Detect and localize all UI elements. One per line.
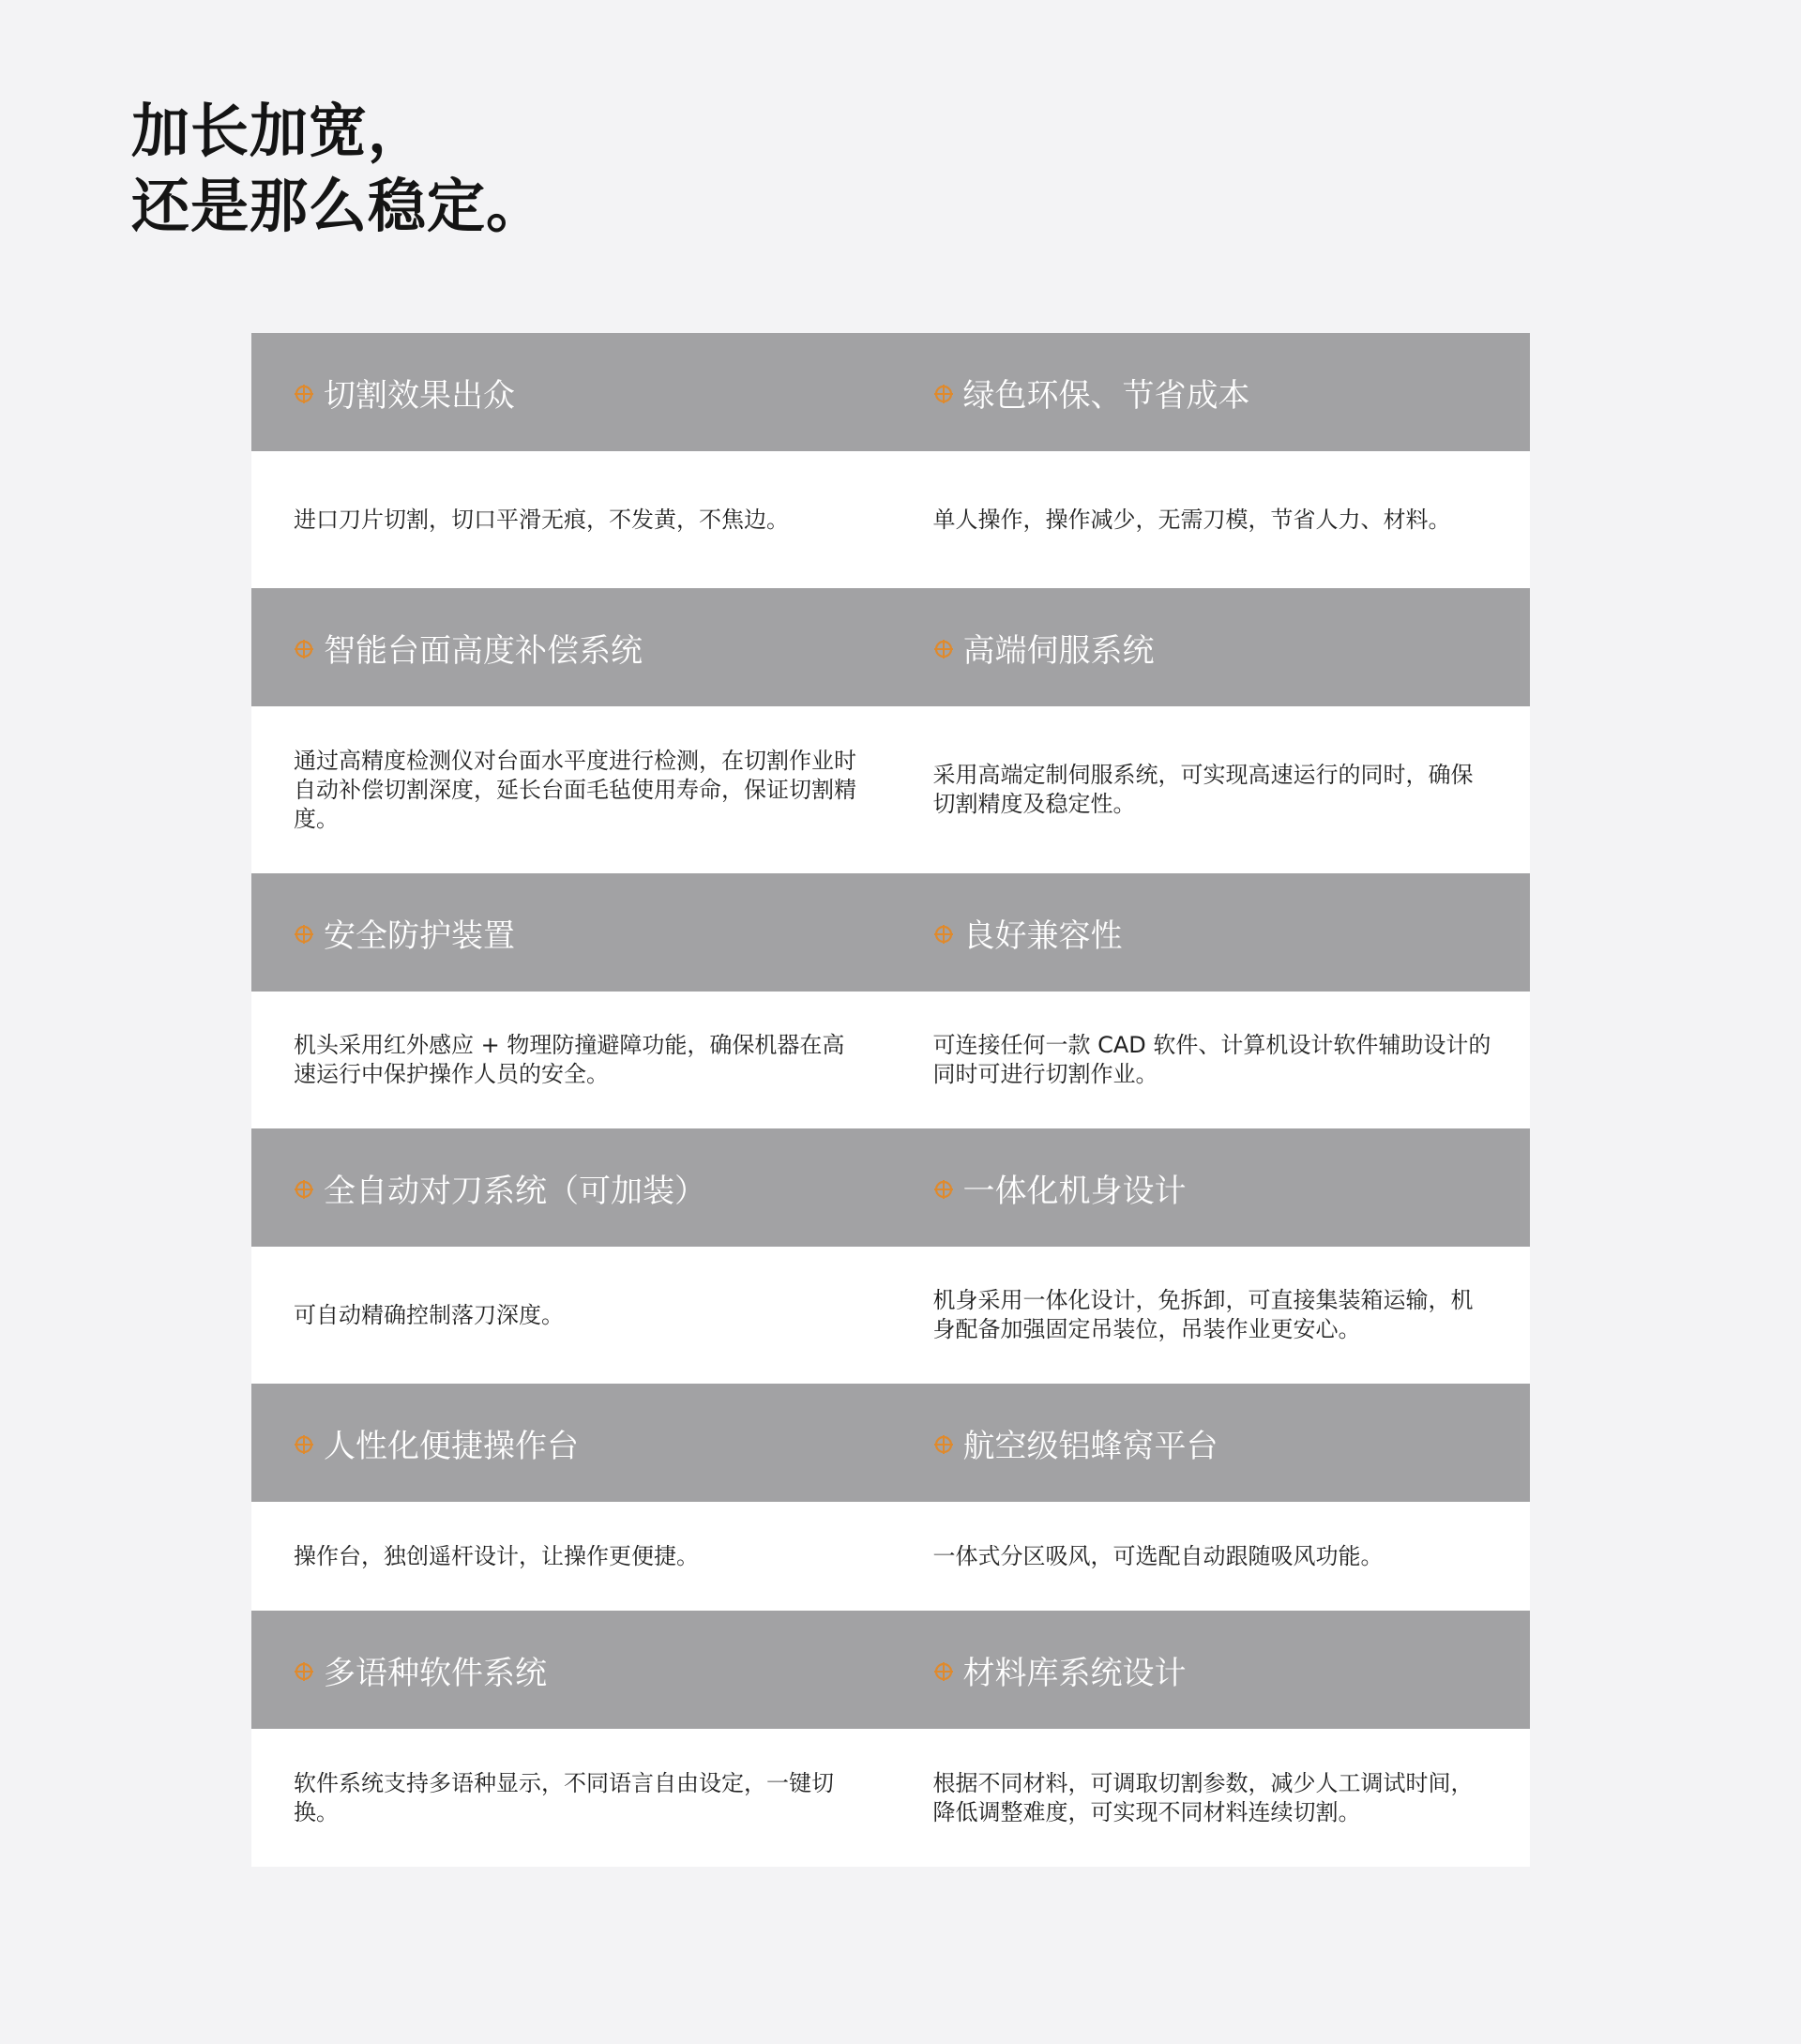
- feature-title-text: 绿色环保、节省成本: [962, 376, 1250, 415]
- feature-title-text: 航空级铝蜂窝平台: [962, 1427, 1218, 1465]
- crosshair-circle-icon: [294, 1179, 314, 1200]
- feature-description: 一体式分区吸风，可选配自动跟随吸风功能。: [932, 1542, 1384, 1569]
- feature-body-cell: [251, 1247, 891, 1384]
- feature-header-row: [251, 588, 1530, 706]
- crosshair-circle-icon: [933, 1179, 954, 1200]
- feature-body-cell: [891, 992, 1531, 1128]
- feature-body-row: [251, 1502, 1530, 1611]
- crosshair-circle-icon: [294, 1661, 314, 1682]
- feature-title-text: 人性化便捷操作台: [324, 1427, 579, 1465]
- feature-title-text: 智能台面高度补偿系统: [324, 631, 643, 670]
- feature-header-cell: [251, 873, 891, 992]
- headline: [131, 94, 545, 244]
- headline-line-1: 加长加宽，: [131, 97, 428, 165]
- crosshair-circle-icon: [933, 639, 954, 659]
- feature-header-cell: [891, 1128, 1531, 1247]
- feature-body-cell: [891, 1247, 1531, 1384]
- crosshair-circle-icon: [933, 1434, 954, 1455]
- feature-description: 可连接任何一款 CAD 软件、计算机设计软件辅助设计的同时可进行切割作业。: [932, 1032, 1491, 1087]
- crosshair-circle-icon: [294, 924, 314, 945]
- feature-title: [294, 370, 515, 416]
- feature-body-cell: [251, 992, 891, 1128]
- feature-title-text: 全自动对刀系统（可加装）: [324, 1172, 706, 1210]
- feature-title: [294, 1420, 579, 1466]
- feature-title: [933, 370, 1250, 416]
- feature-title-text: 一体化机身设计: [962, 1172, 1187, 1210]
- feature-title: [933, 1165, 1187, 1211]
- feature-title-text: 材料库系统设计: [962, 1654, 1187, 1692]
- feature-description: 根据不同材料，可调取切割参数，减少人工调试时间，降低调整难度，可实现不同材料连续切割。: [932, 1769, 1474, 1825]
- feature-header-cell: [891, 588, 1531, 706]
- feature-header-row: [251, 1611, 1530, 1729]
- feature-header-cell: [251, 588, 891, 706]
- feature-title: [294, 625, 643, 671]
- feature-description: 操作台，独创遥杆设计，让操作更便捷。: [294, 1542, 699, 1569]
- feature-table: [251, 333, 1530, 1867]
- crosshair-circle-icon: [294, 1434, 314, 1455]
- feature-title: [294, 1647, 547, 1693]
- feature-body-cell: [251, 451, 891, 588]
- crosshair-circle-icon: [294, 639, 314, 659]
- feature-body-cell: [891, 1729, 1531, 1867]
- feature-description: 可自动精确控制落刀深度。: [294, 1301, 564, 1328]
- feature-title-text: 高端伺服系统: [962, 631, 1155, 670]
- feature-body-row: [251, 1247, 1530, 1384]
- feature-header-cell: [891, 873, 1531, 992]
- feature-title: [933, 910, 1123, 956]
- feature-body-cell: [891, 706, 1531, 873]
- feature-body-cell: [891, 451, 1531, 588]
- feature-header-row: [251, 1384, 1530, 1502]
- feature-body-row: [251, 451, 1530, 588]
- feature-title-text: 切割效果出众: [324, 376, 515, 415]
- feature-header-cell: [891, 333, 1531, 451]
- feature-title-text: 多语种软件系统: [324, 1654, 547, 1692]
- crosshair-circle-icon: [294, 384, 314, 404]
- feature-description: 机身采用一体化设计，免拆卸，可直接集装箱运输，机身配备加强固定吊装位，吊装作业更安心。: [932, 1287, 1474, 1342]
- feature-title: [933, 1420, 1218, 1466]
- feature-header-row: [251, 873, 1530, 992]
- feature-header-row: [251, 1128, 1530, 1247]
- feature-header-row: [251, 333, 1530, 451]
- feature-body-cell: [251, 706, 891, 873]
- crosshair-circle-icon: [933, 384, 954, 404]
- feature-title: [294, 1165, 706, 1211]
- feature-body-cell: [891, 1502, 1531, 1611]
- feature-body-row: [251, 706, 1530, 873]
- feature-title: [933, 1647, 1187, 1693]
- headline-line-2: 还是那么稳定。: [131, 172, 546, 240]
- feature-header-cell: [251, 1384, 891, 1502]
- feature-description: 软件系统支持多语种显示，不同语言自由设定，一键切换。: [294, 1769, 834, 1825]
- feature-description: 机头采用红外感应 + 物理防撞避障功能，确保机器在高速运行中保护操作人员的安全。: [294, 1032, 845, 1087]
- feature-title-text: 安全防护装置: [324, 916, 515, 955]
- feature-title-text: 良好兼容性: [962, 916, 1123, 955]
- feature-description: 通过高精度检测仪对台面水平度进行检测，在切割作业时自动补偿切割深度，延长台面毛毡使用寿命，保证切割精度。: [294, 747, 856, 832]
- feature-header-cell: [251, 1128, 891, 1247]
- feature-description: 单人操作，操作减少，无需刀模，节省人力、材料。: [932, 506, 1451, 533]
- feature-title: [933, 625, 1155, 671]
- feature-header-cell: [891, 1384, 1531, 1502]
- feature-body-row: [251, 992, 1530, 1128]
- crosshair-circle-icon: [933, 924, 954, 945]
- feature-description: 进口刀片切割，切口平滑无痕，不发黄，不焦边。: [294, 506, 789, 533]
- feature-header-cell: [251, 1611, 891, 1729]
- feature-body-row: [251, 1729, 1530, 1867]
- feature-description: 采用高端定制伺服系统，可实现高速运行的同时，确保切割精度及稳定性。: [932, 762, 1474, 817]
- feature-body-cell: [251, 1502, 891, 1611]
- feature-header-cell: [891, 1611, 1531, 1729]
- feature-body-cell: [251, 1729, 891, 1867]
- feature-title: [294, 910, 515, 956]
- crosshair-circle-icon: [933, 1661, 954, 1682]
- feature-header-cell: [251, 333, 891, 451]
